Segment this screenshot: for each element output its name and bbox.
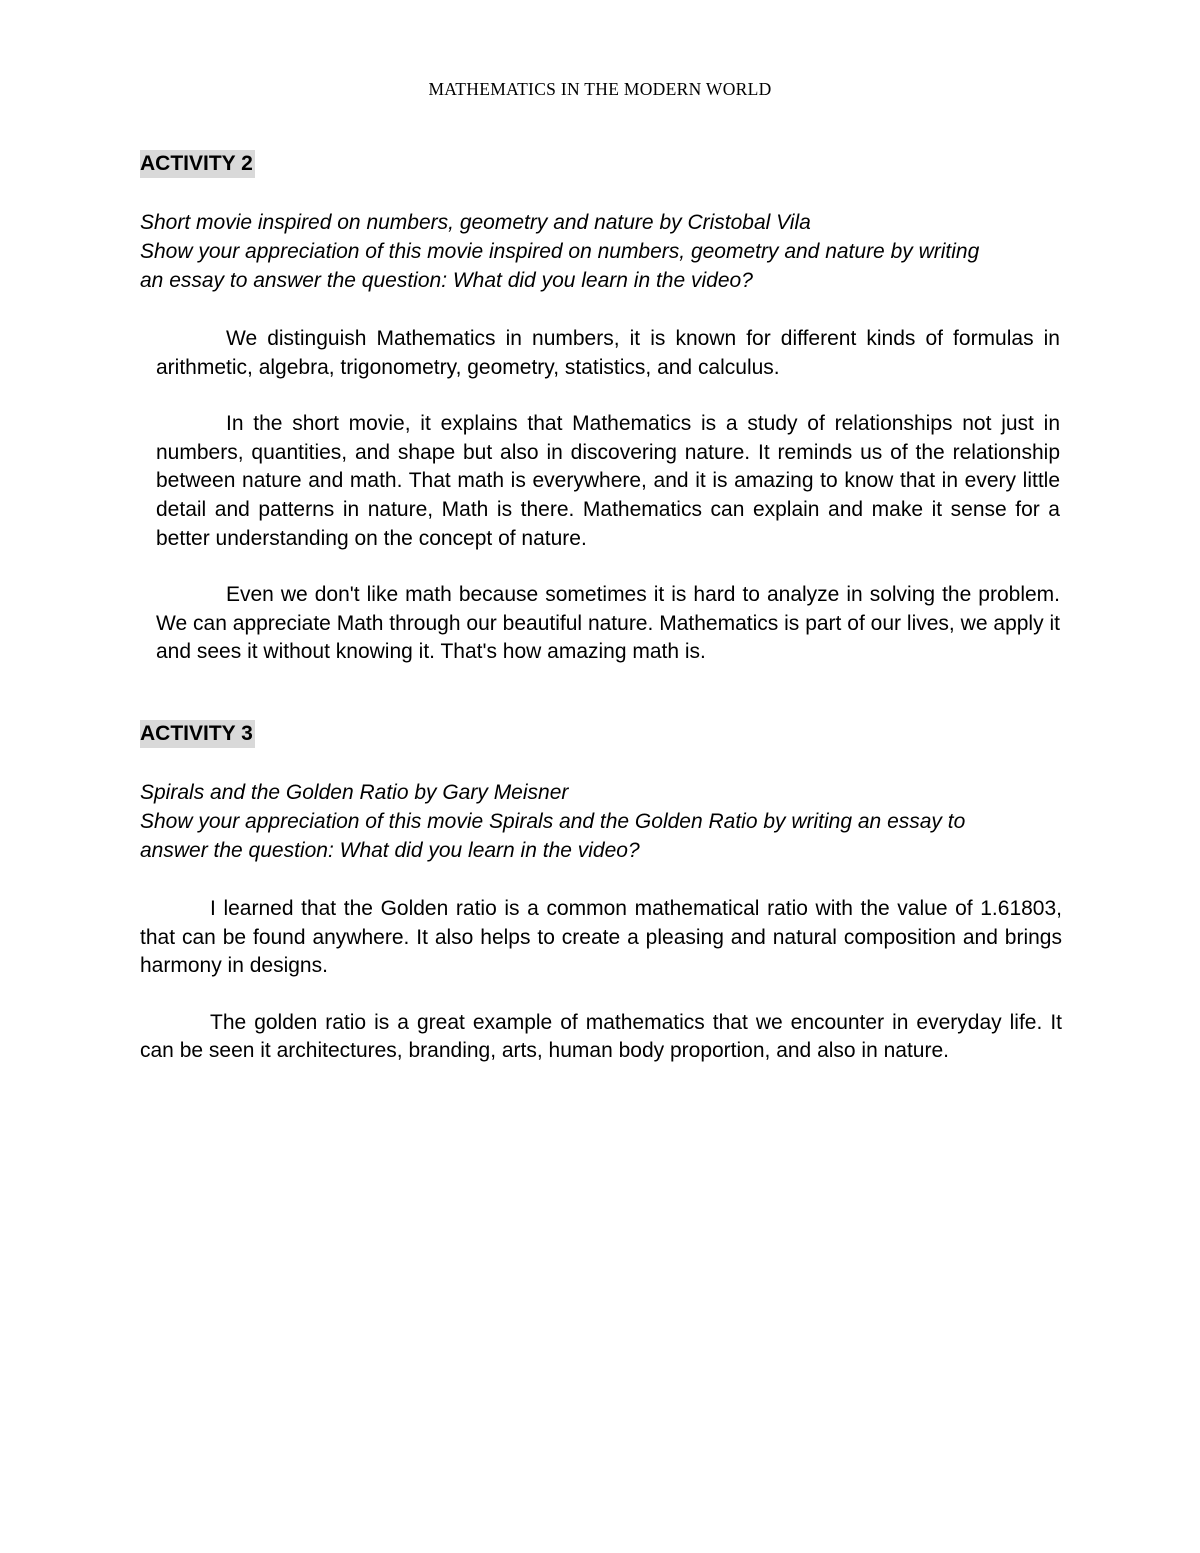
activity-3-prompt-title: Spirals and the Golden Ratio by Gary Meisner (140, 781, 569, 804)
activity-2-prompt-instruction-line-1: Show your appreciation of this movie inspired on numbers, geometry and nature by writing (140, 240, 980, 263)
activity-2-section (140, 150, 1062, 667)
activity-2-prompt-instruction-line-2: an essay to answer the question: What did you learn in the video? (140, 269, 753, 292)
activity-2-heading: ACTIVITY 2 (140, 150, 255, 178)
document-header: MATHEMATICS IN THE MODERN WORLD (428, 79, 772, 99)
activity-3-essay (140, 895, 1062, 1066)
essay-paragraph: Even we don't like math because sometimes it is hard to analyze in solving the problem. We can appreciate Math through our beautiful nature. Mathematics is part of our lives, we apply it and sees it without knowing it. That's how amazing math is. (156, 583, 1060, 664)
essay-paragraph: The golden ratio is a great example of mathematics that we encounter in everyday life. It can be seen it architectures, branding, arts, human body proportion, and also in nature. (140, 1010, 1062, 1063)
activity-3-section (140, 720, 1062, 1066)
activity-3-prompt (140, 778, 1062, 865)
activity-2-prompt (140, 208, 1062, 295)
essay-paragraph: We distinguish Mathematics in numbers, it is known for different kinds of formulas in arithmetic, algebra, trigonometry, geometry, statistics, and calculus. (156, 327, 1060, 379)
essay-paragraph: In the short movie, it explains that Mathematics is a study of relationships not just in numbers, quantities, and shape but also in discovering nature. It reminds us of the relationship between nature and math. That math is everywhere, and it is amazing to know that in every little detail and patterns in nature, Math is there. Mathematics can explain and make it sense for a better understanding on the concept of nature. (156, 412, 1060, 550)
activity-2-prompt-title: Short movie inspired on numbers, geometry and nature by Cristobal Vila (140, 211, 811, 234)
activity-2-essay (156, 325, 1060, 667)
activity-3-heading: ACTIVITY 3 (140, 720, 255, 748)
activity-3-prompt-instruction-line-2: answer the question: What did you learn in the video? (140, 839, 640, 862)
essay-paragraph: I learned that the Golden ratio is a common mathematical ratio with the value of 1.61803, that can be found anywhere. It also helps to create a pleasing and natural composition and brings harmony in designs. (140, 897, 1062, 978)
activity-3-prompt-instruction-line-1: Show your appreciation of this movie Spirals and the Golden Ratio by writing an essay to (140, 810, 966, 833)
